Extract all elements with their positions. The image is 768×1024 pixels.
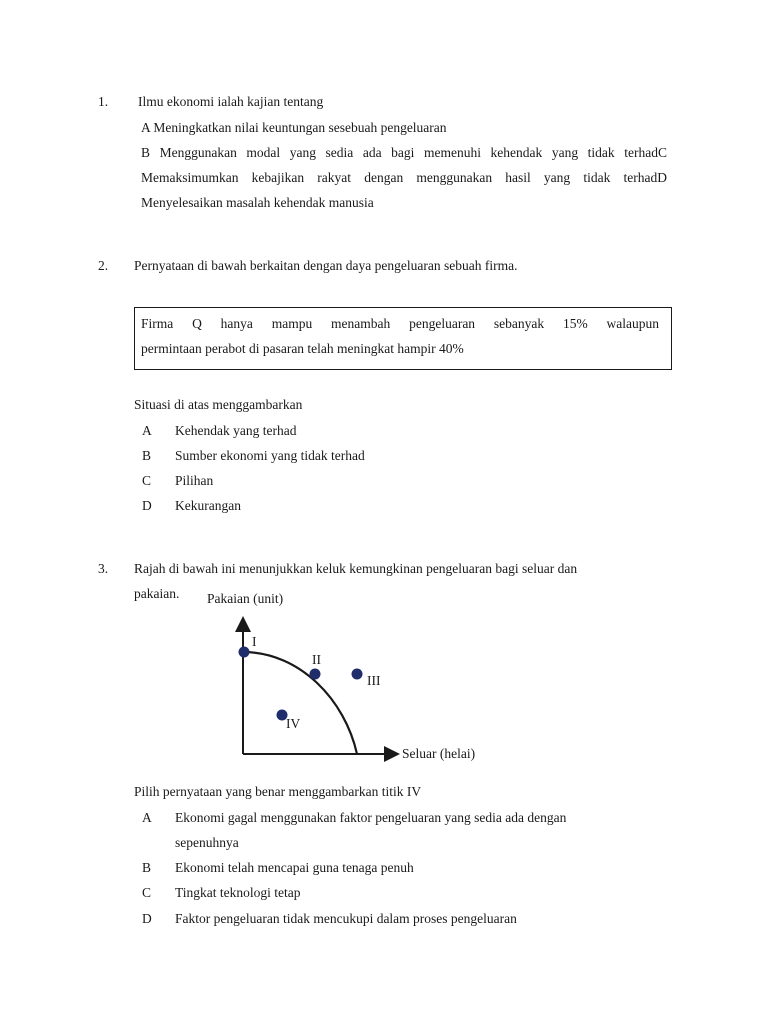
point-i bbox=[239, 647, 250, 658]
q2-stem: Pernyataan di bawah berkaitan dengan daya pengeluaran sebuah firma. bbox=[134, 258, 518, 273]
point-iii bbox=[352, 669, 363, 680]
point-label-iv: IV bbox=[286, 716, 301, 731]
y-axis-label: Pakaian (unit) bbox=[207, 591, 284, 606]
q3-stem-line1: Rajah di bawah ini menunjukkan keluk kemungkinan pengeluaran bagi seluar dan bbox=[134, 561, 578, 576]
q1-stem: Ilmu ekonomi ialah kajian tentang bbox=[138, 94, 324, 109]
q2-number: 2. bbox=[98, 258, 109, 273]
q2-box-line2: permintaan perabot di pasaran telah meningkat hampir 40% bbox=[141, 341, 464, 356]
q1-option-d: Menyelesaikan masalah kehendak manusia bbox=[141, 195, 374, 210]
x-axis-label: Seluar (helai) bbox=[402, 746, 476, 761]
q2-prompt: Situasi di atas menggambarkan bbox=[134, 397, 303, 412]
q2-option-d-letter: D bbox=[142, 498, 152, 513]
q2-option-a-text: Kehendak yang terhad bbox=[175, 423, 297, 438]
q3-option-d-text: Faktor pengeluaran tidak mencukupi dalam proses pengeluaran bbox=[175, 911, 517, 926]
q2-option-d-text: Kekurangan bbox=[175, 498, 241, 513]
point-ii bbox=[310, 669, 321, 680]
q2-option-c-text: Pilihan bbox=[175, 473, 214, 488]
q3-option-a-text2: sepenuhnya bbox=[175, 835, 239, 850]
point-label-iii: III bbox=[367, 673, 381, 688]
q3-option-c-letter: C bbox=[142, 885, 152, 900]
q3-option-b-letter: B bbox=[142, 860, 152, 875]
q1-number: 1. bbox=[98, 94, 109, 109]
q3-prompt: Pilih pernyataan yang benar menggambarkan titik IV bbox=[134, 784, 422, 799]
q2-box-line1: Firma Q hanya mampu menambah pengeluaran sebanyak 15% walaupun bbox=[141, 316, 659, 331]
q3-option-b-text: Ekonomi telah mencapai guna tenaga penuh bbox=[175, 860, 414, 875]
ppf-curve bbox=[243, 652, 357, 754]
q3-number: 3. bbox=[98, 561, 109, 576]
q3-stem-line2: pakaian. bbox=[134, 586, 180, 601]
q1-option-b: B Menggunakan modal yang sedia ada bagi memenuhi kehendak yang tidak terhadC bbox=[141, 145, 667, 160]
q2-option-c-letter: C bbox=[142, 473, 152, 488]
point-label-i: I bbox=[252, 634, 257, 649]
q3-option-a-letter: A bbox=[142, 810, 152, 825]
point-label-ii: II bbox=[312, 652, 321, 667]
q1-option-c: Memaksimumkan kebajikan rakyat dengan menggunakan hasil yang tidak terhadD bbox=[141, 170, 667, 185]
q3-option-d-letter: D bbox=[142, 911, 152, 926]
q3-option-c-text: Tingkat teknologi tetap bbox=[175, 885, 301, 900]
q2-option-b-letter: B bbox=[142, 448, 152, 463]
q2-option-a-letter: A bbox=[142, 423, 152, 438]
q3-option-a-text: Ekonomi gagal menggunakan faktor pengeluaran yang sedia ada dengan bbox=[175, 810, 567, 825]
q2-option-b-text: Sumber ekonomi yang tidak terhad bbox=[175, 448, 365, 463]
q1-option-a: A Meningkatkan nilai keuntungan sesebuah pengeluaran bbox=[141, 120, 447, 135]
